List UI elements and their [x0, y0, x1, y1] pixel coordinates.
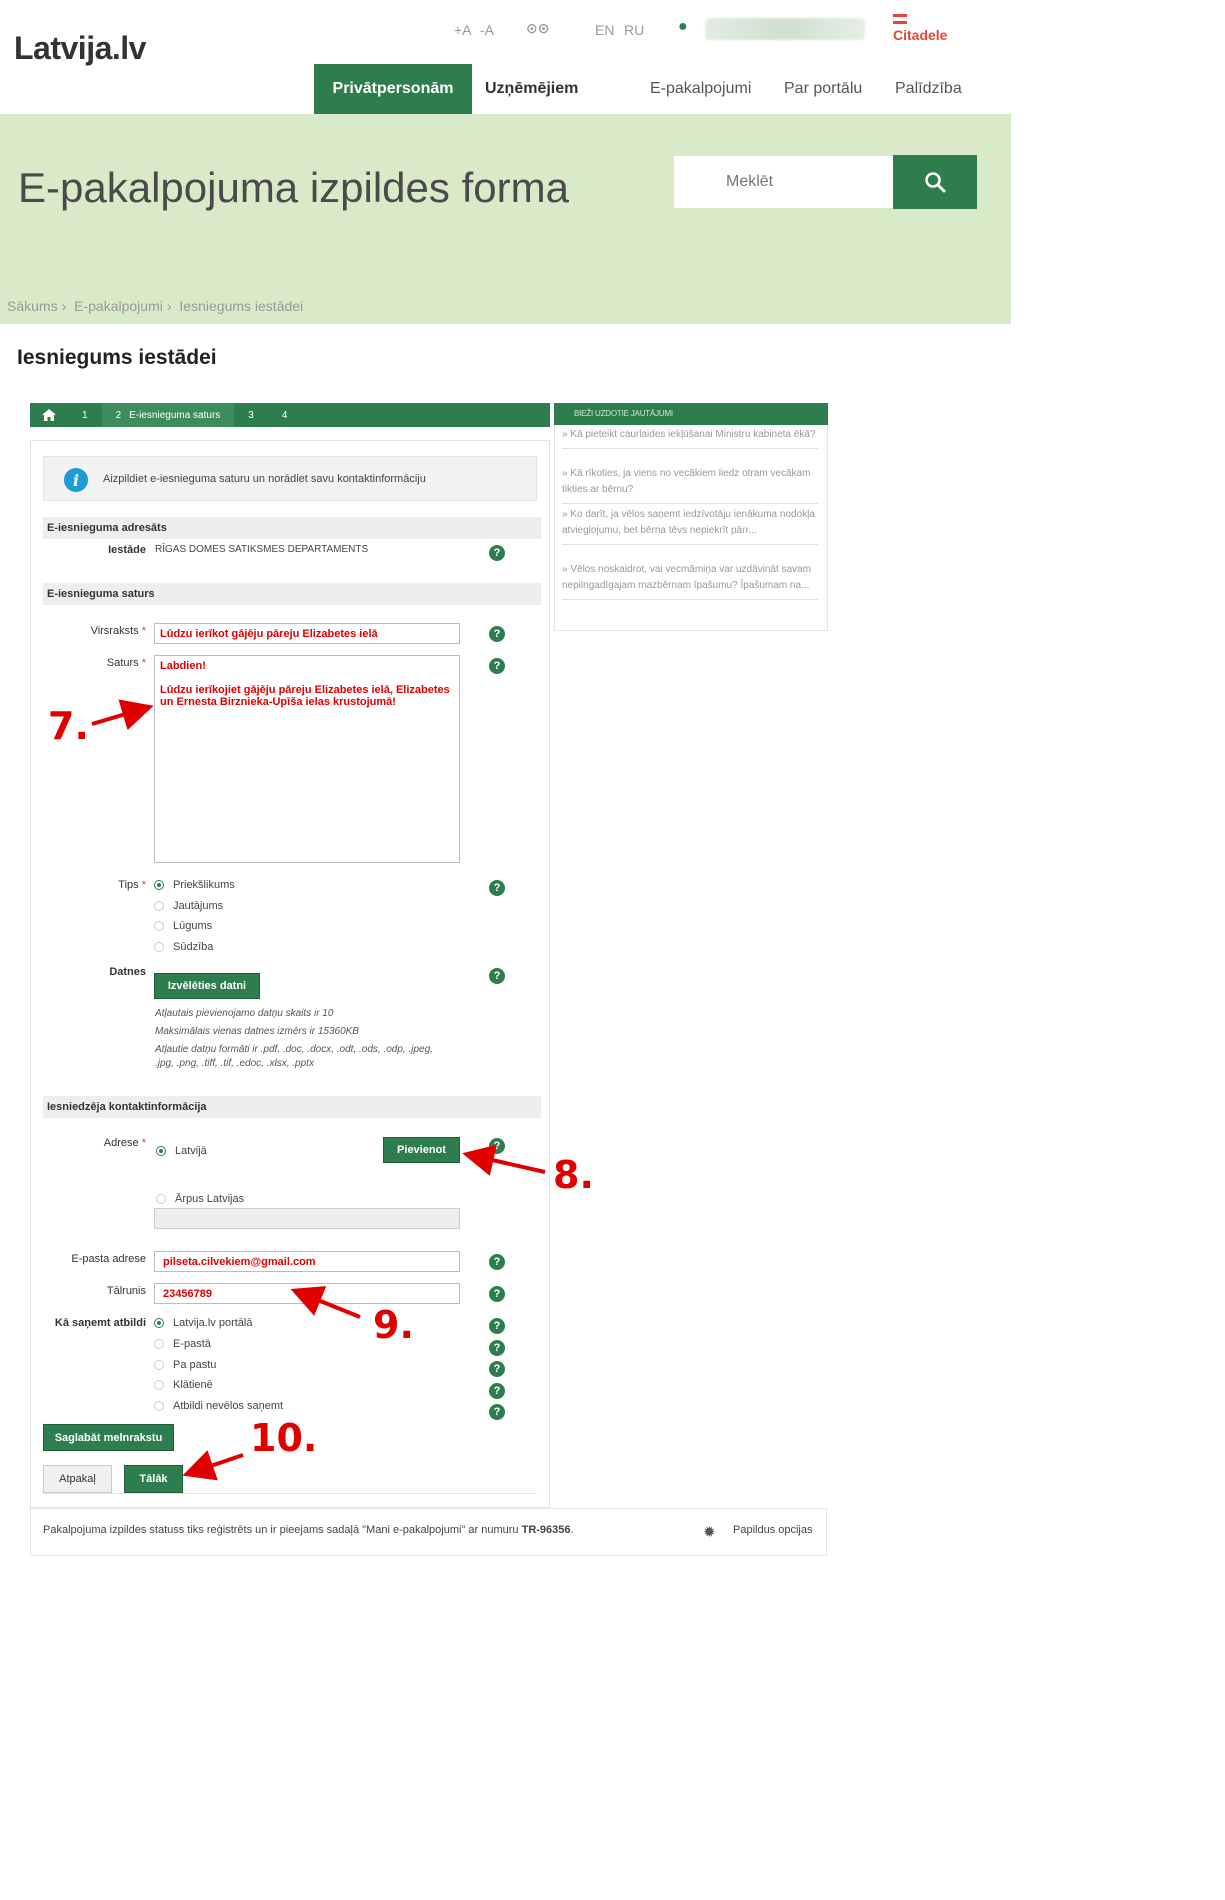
reply-label: Kā saņemt atbildi	[54, 1317, 146, 1329]
annotation-7: 7.	[48, 704, 89, 748]
annotation-10: 10.	[250, 1416, 318, 1460]
email-label: E-pasta adrese	[71, 1253, 146, 1265]
content-line-2: Lūdzu ierīkojiet gājēju pāreju Elizabetes ielā, Elizabetes un Ernesta Birznieka-Upīša ielas krustojumā!	[160, 684, 450, 708]
section-addressee: E-iesnieguma adresāts	[43, 517, 541, 539]
institution-label: Iestāde	[108, 544, 146, 556]
hero-title: E-pakalpojuma izpildes forma	[18, 164, 569, 211]
nav-uznemejiem[interactable]: Uzņēmējiem	[485, 80, 579, 97]
type-option[interactable]: Sūdzība	[154, 941, 213, 953]
page-title: Iesniegums iestādei	[17, 346, 217, 369]
arrow-7	[92, 708, 146, 724]
arrow-9	[298, 1292, 360, 1317]
nav-e-pakalpojumi[interactable]: E-pakalpojumi	[650, 80, 752, 97]
address-abroad-option[interactable]: Ārpus Latvijas	[156, 1193, 244, 1205]
arrow-10	[190, 1455, 243, 1473]
help-icon[interactable]: ?	[489, 1254, 505, 1270]
font-smaller-button[interactable]: -A	[480, 22, 494, 38]
gear-icon[interactable]: ✹	[703, 1524, 716, 1541]
file-notes: Atļautais pievienojamo datņu skaits ir 10 Maksimālais vienas datnes izmērs ir 15360KB Atļautie datņu formāti ir .pdf, .doc, .docx, .odt, .ods, .odp, .jpeg, .jpg, .png, .tiff, .tif, .edoc, .xlsx, .pptx	[155, 1008, 433, 1069]
help-icon[interactable]: ?	[489, 1138, 505, 1154]
type-label: Tips *	[118, 879, 146, 891]
accessibility-glasses-icon[interactable]: ⊙⊙	[526, 20, 550, 36]
lang-ru-link[interactable]: RU	[624, 22, 645, 38]
faq-item[interactable]: » Vēlos noskaidrot, vai vecmāmiņa var uzdāvināt savam nepilngadīgajam mazbērnam īpašumu? Īpašumam na...	[562, 562, 818, 600]
wizard-step-2[interactable]: 2 E-iesnieguma saturs	[102, 403, 235, 427]
type-option[interactable]: Priekšlikums	[154, 879, 235, 891]
reply-option[interactable]: Pa pastu	[154, 1359, 216, 1371]
lang-en-link[interactable]: EN	[595, 22, 615, 38]
status-number: TR-96356	[521, 1524, 571, 1536]
help-icon[interactable]: ?	[489, 1318, 505, 1334]
help-icon[interactable]: ?	[489, 1361, 505, 1377]
user-icon[interactable]: ●	[678, 18, 688, 35]
section-contact: Iesniedzēja kontaktinformācija	[43, 1096, 541, 1118]
status-text: Pakalpojuma izpildes statuss tiks reģistrēts un ir pieejams sadaļā "Mani e-pakalpojumi" ar numuru TR-96356.	[43, 1524, 574, 1536]
annotation-8: 8.	[553, 1153, 594, 1197]
type-option[interactable]: Jautājums	[154, 900, 223, 912]
faq-item[interactable]: » Kā pieteikt caurlaides iekļūšanai Ministru kabineta ēkā?	[562, 427, 818, 449]
wizard-step-4[interactable]: 4	[281, 409, 288, 421]
nav-par-portalu[interactable]: Par portālu	[784, 80, 863, 97]
add-address-button[interactable]: Pievienot	[383, 1137, 460, 1163]
font-larger-button[interactable]: +A	[454, 22, 472, 38]
wizard-step-3[interactable]: 3	[248, 409, 254, 421]
help-icon[interactable]: ?	[489, 658, 505, 674]
help-icon[interactable]: ?	[489, 1286, 505, 1302]
help-icon[interactable]: ?	[489, 968, 505, 984]
faq-item[interactable]: » Kā rīkoties, ja viens no vecākiem liedz otram vecākam tikties ar bērnu?	[562, 466, 818, 504]
bank-logo[interactable]: Citadele	[893, 14, 963, 43]
reply-option[interactable]: Latvija.lv portālā	[154, 1317, 253, 1329]
help-icon[interactable]: ?	[489, 626, 505, 642]
title-label: Virsraksts *	[90, 625, 146, 637]
save-draft-button[interactable]: Saglabāt melnrakstu	[43, 1424, 174, 1451]
files-label: Datnes	[109, 966, 146, 978]
wizard-step-1[interactable]: 1	[82, 409, 88, 421]
reply-option[interactable]: E-pastā	[154, 1338, 211, 1350]
help-icon[interactable]: ?	[489, 545, 505, 561]
annotation-9: 9.	[373, 1303, 414, 1347]
faq-sidebar-title: BIEŽI UZDOTIE JAUTĀJUMI	[554, 403, 828, 425]
reply-option[interactable]: Klātienē	[154, 1379, 213, 1391]
address-latvia-option[interactable]: Latvijā	[156, 1145, 207, 1157]
help-icon[interactable]: ?	[489, 1404, 505, 1420]
choose-file-button[interactable]: Izvēlēties datni	[154, 973, 260, 999]
breadcrumb-current: Iesniegums iestādei	[179, 298, 304, 314]
address-label: Adrese *	[103, 1137, 146, 1149]
phone-label: Tālrunis	[106, 1285, 146, 1297]
help-icon[interactable]: ?	[489, 1340, 505, 1356]
latvija-logo[interactable]: Latvija.lv	[14, 30, 146, 66]
arrow-8	[470, 1155, 545, 1172]
content-line-1: Labdien!	[160, 660, 206, 672]
content-label: Saturs *	[106, 657, 146, 669]
info-text: Aizpildiet e-iesnieguma saturu un norādiet savu kontaktinformāciju	[103, 473, 426, 485]
help-icon[interactable]: ?	[489, 880, 505, 896]
section-content: E-iesnieguma saturs	[43, 583, 541, 605]
institution-value: RĪGAS DOMES SATIKSMES DEPARTAMENTS	[155, 544, 369, 555]
back-button[interactable]: Atpakaļ	[43, 1465, 112, 1493]
info-icon: i	[64, 468, 88, 492]
type-option[interactable]: Lūgums	[154, 920, 212, 932]
breadcrumb: Sākums › E-pakalpojumi › Iesniegums iestādei	[7, 298, 304, 314]
breadcrumb-e-pakalpojumi[interactable]: E-pakalpojumi	[74, 298, 163, 314]
nav-palidziba[interactable]: Palīdzība	[895, 80, 962, 97]
faq-item[interactable]: » Ko darīt, ja vēlos saņemt iedzīvotāju ienākuma nodokļa atvieglojumu, bet bērna tēvs nepiekrīt pārr...	[562, 507, 818, 545]
help-icon[interactable]: ?	[489, 1383, 505, 1399]
nav-privatpersonam[interactable]: Privātpersonām	[314, 64, 472, 114]
extra-options-link[interactable]: Papildus opcijas	[733, 1524, 813, 1536]
breadcrumb-home[interactable]: Sākums	[7, 298, 58, 314]
next-button[interactable]: Tālāk	[124, 1465, 183, 1493]
reply-option[interactable]: Atbildi nevēlos saņemt	[154, 1400, 283, 1412]
